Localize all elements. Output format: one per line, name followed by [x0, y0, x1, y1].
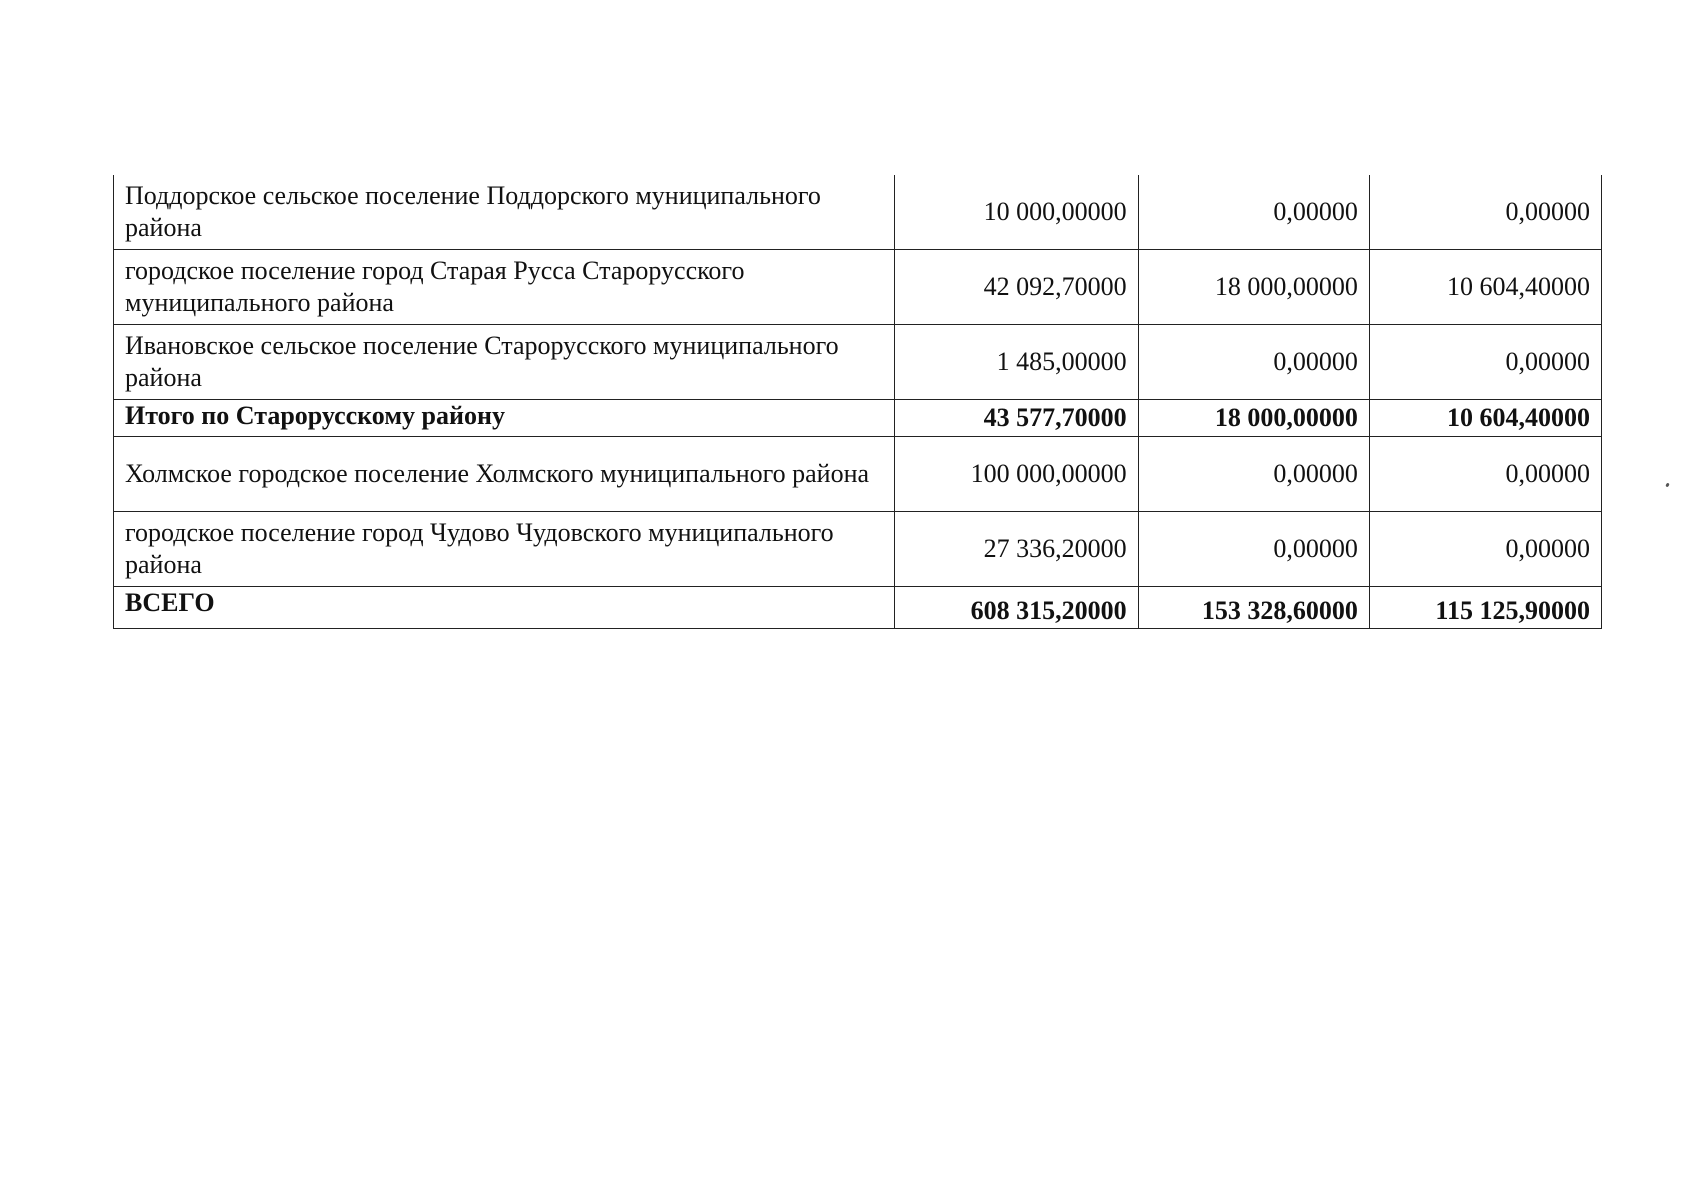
- amount-column-1: 10 000,00000: [894, 175, 1138, 250]
- amount-column-1: 1 485,00000: [894, 325, 1138, 400]
- total-row: [114, 587, 1602, 629]
- subtotal-label: Итого по Старорусскому району: [114, 400, 895, 437]
- amount-column-2: 0,00000: [1138, 175, 1369, 250]
- amount-column-1: 27 336,20000: [894, 512, 1138, 587]
- settlement-name: Поддорское сельское поселение Поддорского муниципального района: [114, 175, 895, 250]
- amount-column-3: 10 604,40000: [1369, 250, 1601, 325]
- table-row: [114, 325, 1602, 400]
- settlement-name: городское поселение город Старая Русса Старорусского муниципального района: [114, 250, 895, 325]
- amount-column-3: 0,00000: [1369, 175, 1601, 250]
- amount-column-3: 0,00000: [1369, 325, 1601, 400]
- table-row: [114, 512, 1602, 587]
- settlement-name: Ивановское сельское поселение Старорусского муниципального района: [114, 325, 895, 400]
- settlement-name: городское поселение город Чудово Чудовского муниципального района: [114, 512, 895, 587]
- amount-column-2: 18 000,00000: [1138, 250, 1369, 325]
- total-amount-3: 115 125,90000: [1369, 587, 1601, 629]
- settlement-name: Холмское городское поселение Холмского муниципального района: [114, 437, 895, 512]
- subtotal-amount-3: 10 604,40000: [1369, 400, 1601, 437]
- amount-column-1: 100 000,00000: [894, 437, 1138, 512]
- table-row: [114, 437, 1602, 512]
- amount-column-3: 0,00000: [1369, 437, 1601, 512]
- total-label: ВСЕГО: [114, 587, 895, 629]
- amount-column-2: 0,00000: [1138, 437, 1369, 512]
- subtotal-amount-2: 18 000,00000: [1138, 400, 1369, 437]
- budget-table: [113, 175, 1602, 629]
- amount-column-2: 0,00000: [1138, 512, 1369, 587]
- total-amount-1: 608 315,20000: [894, 587, 1138, 629]
- amount-column-3: 0,00000: [1369, 512, 1601, 587]
- amount-column-1: 42 092,70000: [894, 250, 1138, 325]
- subtotal-amount-1: 43 577,70000: [894, 400, 1138, 437]
- table-row: [114, 175, 1602, 250]
- subtotal-row: [114, 400, 1602, 437]
- table-row: [114, 250, 1602, 325]
- amount-column-2: 0,00000: [1138, 325, 1369, 400]
- total-amount-2: 153 328,60000: [1138, 587, 1369, 629]
- scan-speck: [1665, 483, 1670, 488]
